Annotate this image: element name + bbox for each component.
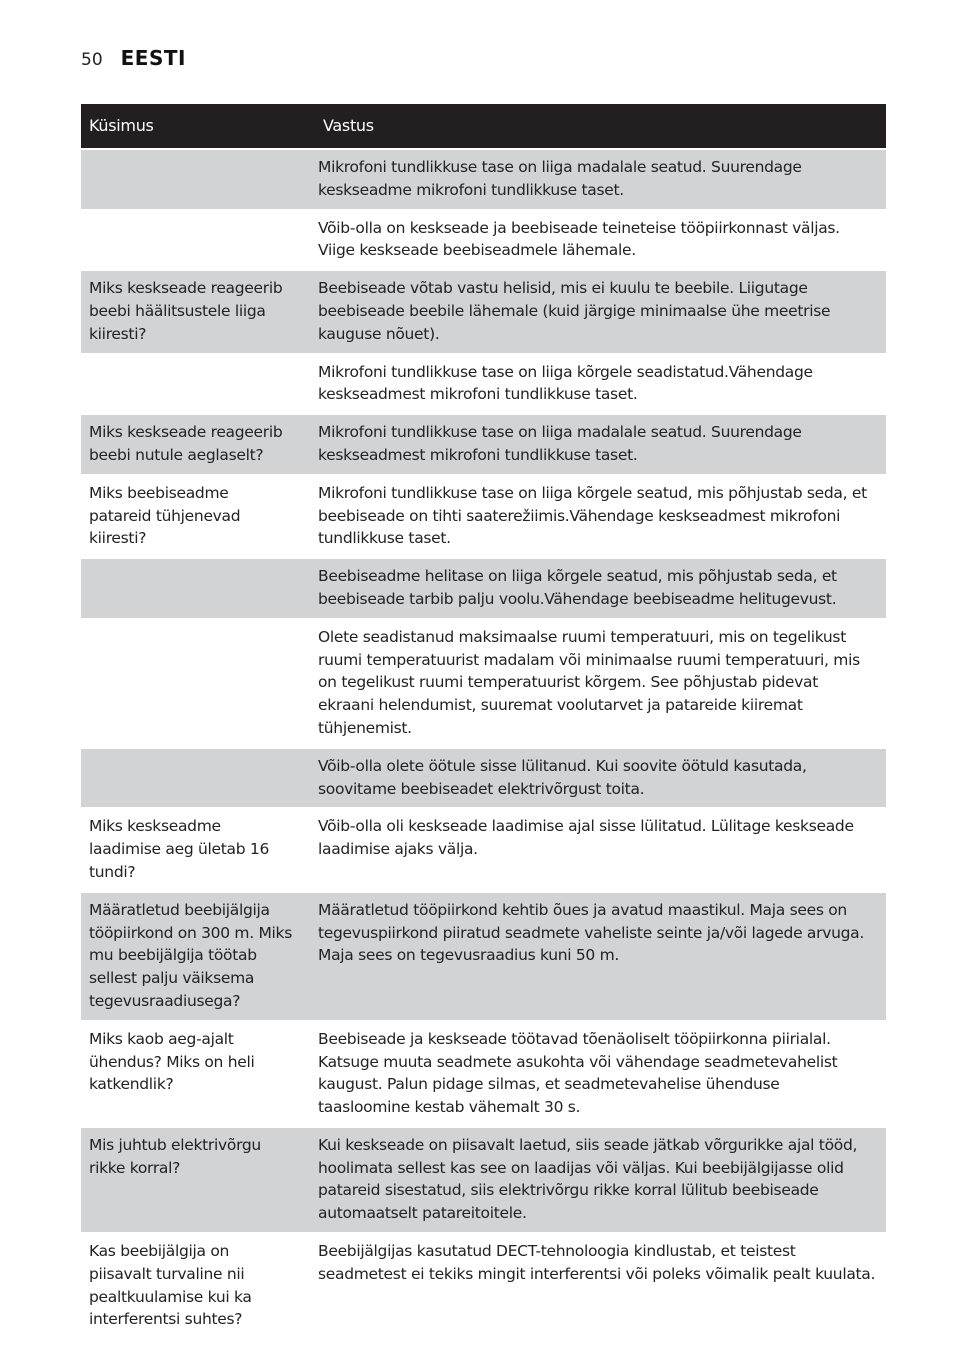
answer-cell: Võib-olla on keskseade ja beebiseade teineteise tööpiirkonnast väljas. Viige keskseade beebiseadmele lähemale. [318,218,840,260]
table-row [81,150,886,209]
question-cell [81,749,302,808]
answer-cell: Kui keskseade on piisavalt laetud, siis seade jätkab võrgurikke ajal tööd, hoolimata sellest kas see on laadijas või väljas. Kui beebijälgijasse olid patareid sisestatud, siis elektrivõrgu rikke korral lülitub beebiseade automaatselt patareitoitele. [302,1128,886,1232]
table-row [81,271,886,352]
table-row [81,1022,886,1126]
question-cell: Määratletud beebijälgija tööpiirkond on 300 m. Miks mu beebijälgija töötab sellest palju väiksema tegevusraadiusega? [81,893,302,1020]
question-cell [81,211,302,270]
table-row [81,1128,886,1232]
answer-cell: Beebijälgijas kasutatud DECT-tehnoloogia kindlustab, et teistest seadmetest ei tekiks mingit interferentsi või poleks võimalik pealt kuulata. [318,1242,876,1283]
answer-cell: Mikrofoni tundlikkuse tase on liiga madalale seatud. Suurendage keskseadme mikrofoni tundlikkuse taset. [302,150,886,209]
table-header-row [81,104,886,148]
answer-cell: Beebiseadme helitase on liiga kõrgele seatud, mis põhjustab seda, et beebiseade tarbib palju voolu.Vähendage beebiseadme helitugevust. [302,559,886,618]
faq-table [81,102,886,1340]
table-row [81,211,886,270]
question-cell: Miks keskseadme laadimise aeg ületab 16 tundi? [89,817,270,881]
table-body [81,150,886,1338]
answer-cell: Mikrofoni tundlikkuse tase on liiga kõrgele seatud, mis põhjustab seda, et beebiseade on tihti saaterežiimis.Vähendage keskseadmest mikrofoni tundlikkuse taset. [318,483,867,548]
answer-cell: Võib-olla olete öötule sisse lülitanud. Kui soovite öötuld kasutada, soovitame beebiseadet elektrivõrgust toita. [302,749,886,808]
table-row [81,809,886,890]
answer-cell: Beebiseade ja keskseade töötavad tõenäoliselt tööpiirkonna piirialal. Katsuge muuta seadmete asukohta või vähendage seadmetevahelist kaugust. Palun pidage silmas, et seadmetevahelise ühenduse taasloomine kestab vähemalt 30 s. [318,1029,838,1117]
question-cell: Mis juhtub elektrivõrgu rikke korral? [81,1128,302,1232]
answer-cell: Määratletud tööpiirkond kehtib õues ja avatud maastikul. Maja sees on tegevuspiirkond piiratud seadmete vaheliste seinte ja/või lagede arvuga. Maja sees on tegevusraadius kuni 50 m. [302,893,886,1020]
table-row [81,415,886,474]
question-cell: Kas beebijälgija on piisavalt turvaline nii pealtkuulamise kui ka interferentsi suhtes? [89,1242,252,1329]
question-cell: Miks keskseade reageerib beebi häälitsustele liiga kiiresti? [81,271,302,352]
question-cell: Miks keskseade reageerib beebi nutule aeglaselt? [81,415,302,474]
question-cell [81,150,302,209]
table-row [81,749,886,808]
table-row [81,559,886,618]
table-row [81,355,886,414]
question-cell: Miks beebiseadme patareid tühjenevad kiiresti? [89,483,241,548]
answer-cell: Võib-olla oli keskseade laadimise ajal sisse lülitatud. Lülitage keskseade laadimise ajaks välja. [318,817,854,859]
table-row [81,620,886,747]
section-title: EESTI [120,46,186,70]
answer-cell: Mikrofoni tundlikkuse tase on liiga madalale seatud. Suurendage keskseadmest mikrofoni tundlikkuse taset. [302,415,886,474]
question-cell [81,559,302,618]
page-header [81,46,186,76]
answer-cell: Olete seadistanud maksimaalse ruumi temperatuuri, mis on tegelikust ruumi temperatuurist madalam või minimaalse ruumi temperatuuri, mis on tegelikust ruumi temperatuurist kõrgem. See põhjustab pidevat ekraani helendumist, suuremat voolutarvet ja patareide kiiremat tühjenemist. [318,627,860,737]
answer-cell: Beebiseade võtab vastu helisid, mis ei kuulu te beebile. Liigutage beebiseade beebile lähemale (kuid järgige minimaalse ühe meetrise kauguse nõuet). [302,271,886,352]
question-cell: Miks kaob aeg-ajalt ühendus? Miks on heli katkendlik? [89,1029,255,1094]
page-number: 50 [81,50,103,70]
table-row [81,1234,886,1338]
column-header-answer: Vastus [302,104,886,148]
question-cell [81,355,302,414]
answer-cell: Mikrofoni tundlikkuse tase on liiga kõrgele seadistatud.Vähendage keskseadmest mikrofoni tundlikkuse taset. [318,362,813,404]
column-header-question: Küsimus [81,104,302,148]
question-cell [81,620,302,747]
table-row [81,476,886,557]
table-row [81,893,886,1020]
